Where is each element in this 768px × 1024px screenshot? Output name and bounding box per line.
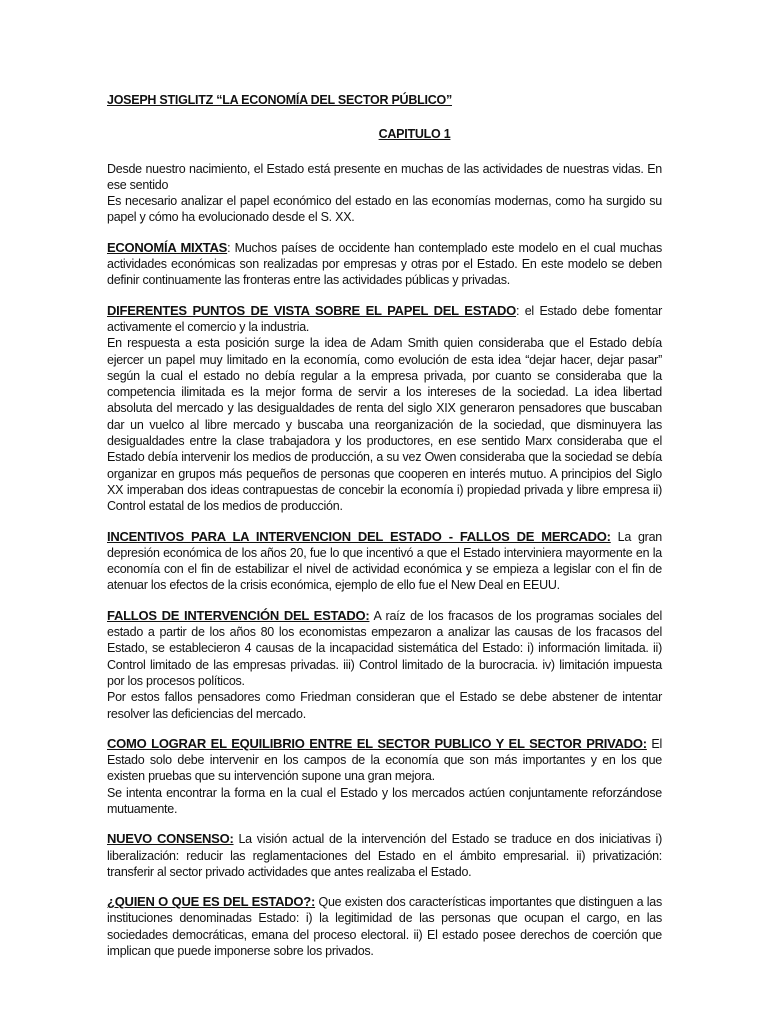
- section-fallos-de-mercado: [107, 529, 662, 594]
- section-heading: FALLOS DE INTERVENCIÓN DEL ESTADO:: [107, 607, 370, 623]
- section-text: A raíz de los fracasos de los programas sociales del estado a partir de los años 80 los economistas empezaron a analizar las causas de los fracasos del Estado, se establecieron 4 causas de la incapacidad sistemática del Estado: i) información limitada. ii) Control limitado de las empresas privadas. iii) Control limitado de la burocracia. iv) limitación impuesta por los procesos políticos.: [107, 608, 662, 688]
- intro-block: [107, 161, 662, 226]
- section-text: Que existen dos características importantes que distinguen a las instituciones denominadas Estado: i) la legitimidad de las personas que ocupan el cargo, en las sociedades democráticas, emana del proceso electoral. ii) El estado posee derechos de coerción que implican que puede imponerse sobre los privados.: [107, 895, 662, 959]
- section-nuevo-consenso: [107, 831, 662, 880]
- chapter-heading: CAPITULO 1: [378, 127, 451, 142]
- section-paragraph: [107, 240, 662, 289]
- section-heading: ¿QUIEN O QUE ES DEL ESTADO?:: [107, 894, 316, 910]
- section-text: : el Estado debe fomentar activamente el comercio y la industria.: [107, 303, 662, 334]
- section-paragraph: [107, 831, 662, 880]
- section-puntos-de-vista: [107, 303, 662, 515]
- section-paragraph: Se intenta encontrar la forma en la cual el Estado y los mercados actúen conjuntamente reforzándose mutuamente.: [107, 785, 662, 816]
- section-fallos-de-intervencion: [107, 608, 662, 722]
- section-text: La gran depresión económica de los años 20, fue lo que incentivó a que el Estado interviniera mayormente en la economía con el fin de estabilizar el nivel de actividad económica y se empieza a legislar con el fin de atenuar los efectos de la crisis económica, ejemplo de ello fue el New Deal en EEUU.: [107, 529, 662, 593]
- section-heading: NUEVO CONSENSO:: [107, 831, 234, 847]
- intro-paragraph: Es necesario analizar el papel económico del estado en las economías modernas, como ha surgido su papel y cómo ha evolucionado desde el S. XX.: [107, 194, 662, 225]
- document-title: JOSEPH STIGLITZ “LA ECONOMÍA DEL SECTOR PÚBLICO”: [107, 93, 452, 107]
- section-text: La visión actual de la intervención del Estado se traduce en dos iniciativas i) liberalización: reducir las reglamentaciones del Estado en el ámbito empresarial. ii) privatización: transferir al sector privado actividades que antes realizaba el Estado.: [107, 832, 662, 879]
- section-paragraph: [107, 608, 662, 689]
- section-heading: COMO LOGRAR EL EQUILIBRIO ENTRE EL SECTOR PUBLICO Y EL SECTOR PRIVADO:: [107, 735, 647, 751]
- section-heading: ECONOMÍA MIXTAS: [107, 239, 228, 255]
- section-paragraph: [107, 736, 662, 785]
- section-heading: DIFERENTES PUNTOS DE VISTA SOBRE EL PAPEL DEL ESTADO: [107, 302, 516, 318]
- section-heading: INCENTIVOS PARA LA INTERVENCION DEL ESTADO - FALLOS DE MERCADO:: [107, 528, 611, 544]
- section-paragraph: En respuesta a esta posición surge la idea de Adam Smith quien consideraba que el Estado debía ejercer un papel muy limitado en la economía, como evolución de esta idea “dejar hacer, dejar pasar” según la cual el estado no debía regular a la empresa privada, por cuanto se consideraba que la competencia ilimitada es la mejor forma de servir a los intereses de la sociedad. La idea libertad absoluta del mercado y las desigualdades de renta del siglo XIX generaron pensadores que buscaban dar un vuelco al libre mercado y buscaba una reorganización de la sociedad, que disminuyera las desigualdades entre la clase trabajadora y los productores, en ese sentido Marx consideraba que el Estado debía intervenir los medios de producción, a su vez Owen consideraba que la sociedad se debía organizar en grupos más pequeños de personas que cooperen en interés mutuo. A principios del Siglo XX imperaban dos ideas contrapuestas de concebir la economía i) propiedad privada y libre empresa ii) Control estatal de los medios de producción.: [107, 336, 662, 514]
- section-quien-es-el-estado: [107, 894, 662, 959]
- section-text: El Estado solo debe intervenir en los campos de la economía que son más importantes y en los que existen pruebas que su intervención supone una gran mejora.: [107, 736, 662, 784]
- section-paragraph: [107, 303, 662, 336]
- section-paragraph: [107, 529, 662, 594]
- section-text: : Muchos países de occidente han contemplado este modelo en el cual muchas actividades económicas son realizadas por empresas y otras por el Estado. En este modelo se deben definir continuamente las fronteras entre las actividades públicas y privadas.: [107, 240, 663, 288]
- section-paragraph: Por estos fallos pensadores como Friedman consideran que el Estado se debe abstener de intentar resolver las deficiencias del mercado.: [107, 690, 662, 721]
- section-equilibrio: [107, 736, 662, 817]
- section-paragraph: [107, 894, 662, 959]
- section-economia-mixtas: [107, 240, 662, 289]
- intro-paragraph: Desde nuestro nacimiento, el Estado está presente en muchas de las actividades de nuestras vidas. En ese sentido: [107, 161, 662, 192]
